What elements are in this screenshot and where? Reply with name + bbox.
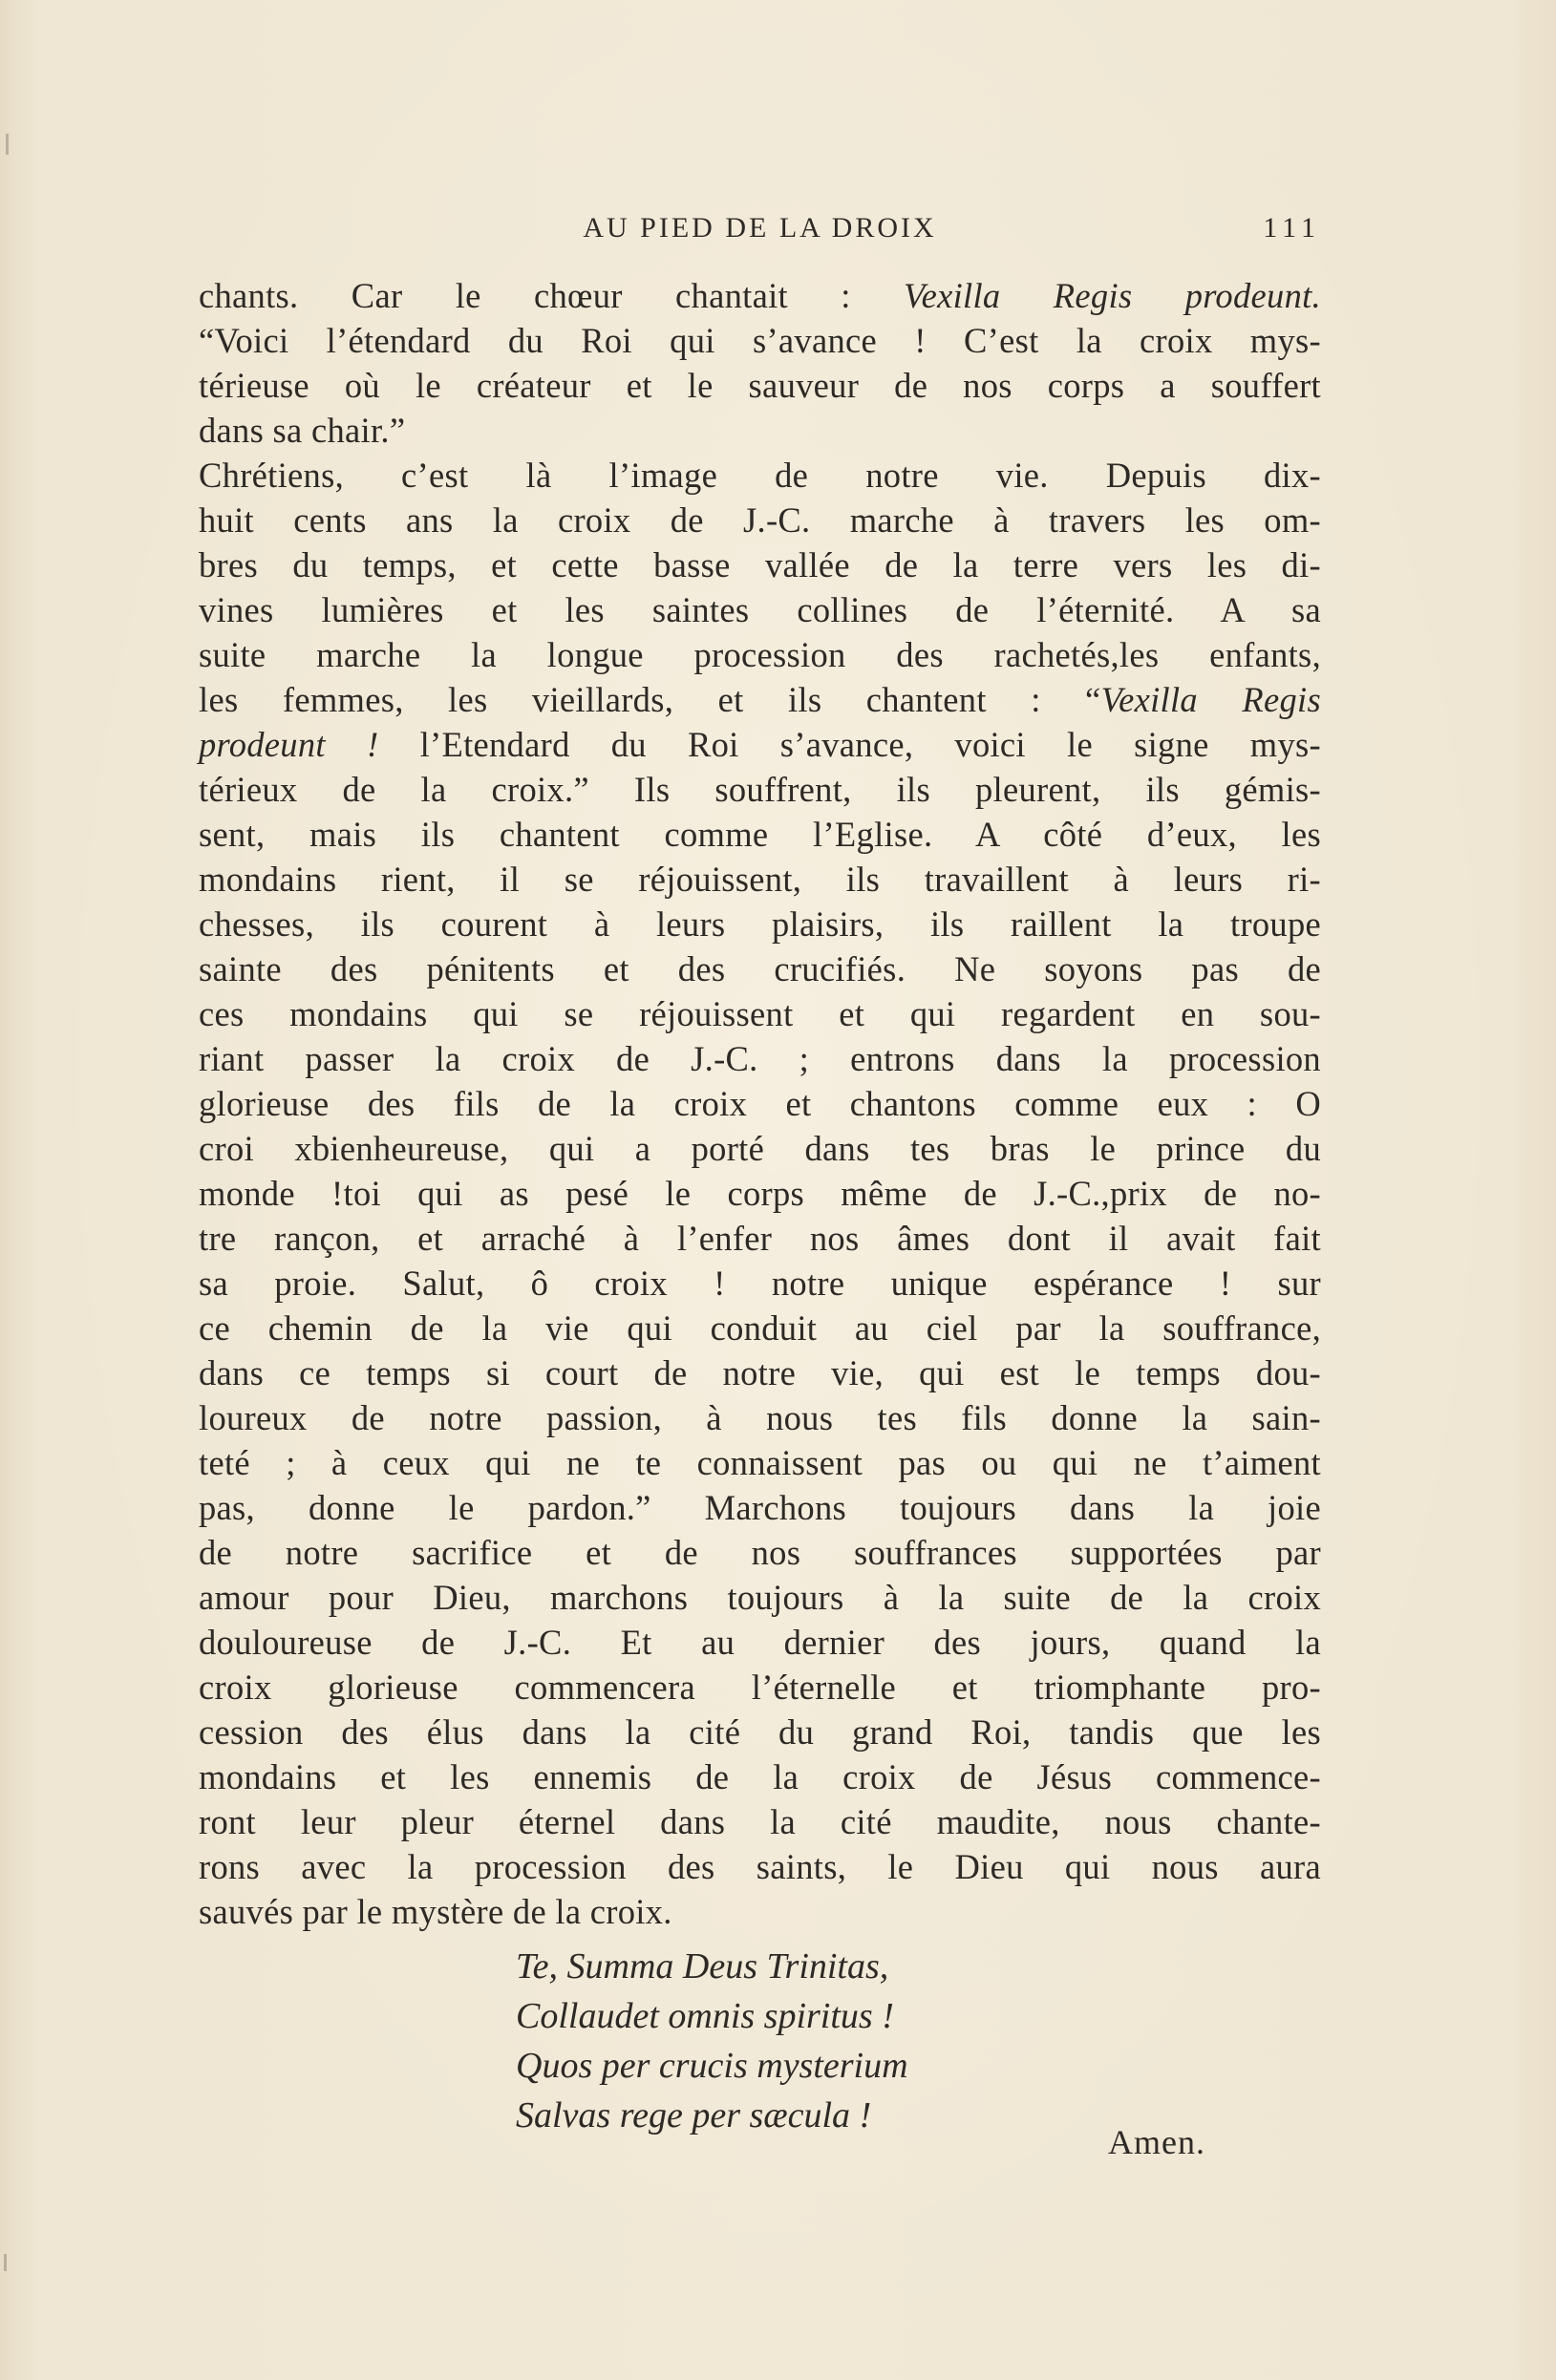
text-line — [199, 1620, 1321, 1665]
text-line — [199, 1844, 1321, 1889]
text-segment: chesses, ils courent à leurs plaisirs, ils raillent la troupe — [199, 904, 1321, 944]
text-line — [199, 1350, 1321, 1395]
text-line — [199, 1665, 1321, 1710]
text-line — [199, 677, 1321, 722]
text-segment: ront leur pleur éternel dans la cité maudite, nous chante- — [199, 1802, 1321, 1841]
text-segment: sauvés par le mystère de la croix. — [199, 1892, 672, 1931]
text-line — [199, 318, 1321, 363]
text-line — [199, 1710, 1321, 1754]
text-segment: térieux de la croix.” Ils souffrent, ils pleurent, ils gémis- — [199, 770, 1321, 809]
text-line — [199, 946, 1321, 991]
text-line — [199, 632, 1321, 677]
text-segment: l’Etendard du Roi s’avance, voici le signe mys- — [378, 725, 1321, 764]
text-line — [199, 1889, 1321, 1934]
text-segment: croix glorieuse commencera l’éternelle et triomphante pro- — [199, 1668, 1321, 1707]
text-segment: sainte des pénitents et des crucifiés. Ne soyons pas de — [199, 949, 1321, 988]
text-segment: croi xbienheureuse, qui a porté dans tes bras le prince du — [199, 1129, 1321, 1168]
italic-segment: Vexilla Regis — [1100, 680, 1321, 719]
text-segment: monde !toi qui as pesé le corps même de J.-C.,prix de no- — [199, 1174, 1321, 1213]
text-line — [199, 1530, 1321, 1575]
text-line — [199, 1575, 1321, 1620]
text-segment: tre rançon, et arraché à l’enfer nos âmes dont il avait fait — [199, 1219, 1321, 1258]
text-segment: douloureuse de J.-C. Et au dernier des jours, quand la — [199, 1623, 1321, 1662]
text-segment: teté ; à ceux qui ne te connaissent pas ou qui ne t’aiment — [199, 1443, 1321, 1482]
text-line — [199, 991, 1321, 1036]
text-line — [199, 408, 1321, 453]
text-segment: amour pour Dieu, marchons toujours à la suite de la croix — [199, 1578, 1321, 1617]
text-line — [199, 1036, 1321, 1081]
text-segment: les femmes, les vieillards, et ils chantent : “ — [199, 680, 1101, 719]
left-edge-mark — [4, 2254, 7, 2271]
page-number: 111 — [1263, 212, 1321, 244]
text-segment: glorieuse des fils de la croix et chantons comme eux : O — [199, 1084, 1321, 1123]
text-segment: bres du temps, et cette basse vallée de la terre vers les di- — [199, 545, 1321, 584]
text-segment: pas, donne le pardon.” Marchons toujours dans la joie — [199, 1488, 1321, 1527]
text-line — [199, 498, 1321, 542]
text-line — [199, 767, 1321, 812]
verse-line: Te, Summa Deus Trinitas, — [516, 1946, 889, 1987]
text-line — [199, 1799, 1321, 1844]
text-line — [199, 542, 1321, 587]
text-line — [199, 1081, 1321, 1126]
italic-segment: prodeunt ! — [199, 725, 379, 764]
running-head — [199, 212, 1321, 250]
text-line — [199, 722, 1321, 767]
text-line — [199, 453, 1321, 498]
text-line — [199, 1395, 1321, 1440]
text-segment: “Voici l’étendard du Roi qui s’avance ! C’est la croix mys- — [199, 321, 1321, 360]
text-segment: ce chemin de la vie qui conduit au ciel par la souffrance, — [199, 1308, 1321, 1348]
text-line — [199, 857, 1321, 902]
text-line — [199, 1126, 1321, 1171]
verse-line: Collaudet omnis spiritus ! — [516, 1996, 894, 2036]
text-segment: rons avec la procession des saints, le Dieu qui nous aura — [199, 1847, 1321, 1886]
running-title: AU PIED DE LA DROIX — [583, 212, 937, 244]
latin-verse — [516, 1942, 1089, 2140]
text-line — [199, 1261, 1321, 1306]
text-line — [199, 1485, 1321, 1530]
text-line — [199, 1440, 1321, 1485]
text-segment: térieuse où le créateur et le sauveur de nos corps a souffert — [199, 366, 1321, 405]
text-line — [199, 1306, 1321, 1350]
text-segment: dans ce temps si court de notre vie, qui est le temps dou- — [199, 1353, 1321, 1392]
verse-line: Salvas rege per sæcula ! — [516, 2095, 872, 2136]
text-segment: ces mondains qui se réjouissent et qui regardent en sou- — [199, 994, 1321, 1033]
text-line — [199, 363, 1321, 408]
text-segment: mondains rient, il se réjouissent, ils travaillent à leurs ri- — [199, 860, 1321, 899]
text-segment: cession des élus dans la cité du grand Roi, tandis que les — [199, 1712, 1321, 1752]
text-line — [199, 812, 1321, 857]
text-segment: Chrétiens, c’est là l’image de notre vie. Depuis dix- — [199, 456, 1321, 495]
text-segment: mondains et les ennemis de la croix de Jésus commence- — [199, 1757, 1321, 1796]
text-line — [199, 902, 1321, 946]
text-line — [199, 587, 1321, 632]
italic-segment: Vexilla Regis prodeunt. — [904, 276, 1321, 315]
text-segment: chants. Car le chœur chantait : — [199, 276, 905, 315]
text-segment: vines lumières et les saintes collines de l’éternité. A sa — [199, 590, 1321, 629]
text-segment: riant passer la croix de J.-C. ; entrons dans la procession — [199, 1039, 1321, 1078]
text-segment: huit cents ans la croix de J.-C. marche à travers les om- — [199, 500, 1321, 540]
left-edge-mark — [6, 134, 9, 155]
text-line — [199, 1216, 1321, 1261]
text-segment: loureux de notre passion, à nous tes fils donne la sain- — [199, 1398, 1321, 1437]
text-segment: de notre sacrifice et de nos souffrances supportées par — [199, 1533, 1321, 1572]
text-segment: suite marche la longue procession des rachetés,les enfants, — [199, 635, 1321, 674]
body-text — [199, 273, 1321, 1934]
verse-line: Quos per crucis mysterium — [516, 2046, 908, 2086]
text-line — [199, 1754, 1321, 1799]
text-segment: sa proie. Salut, ô croix ! notre unique espérance ! sur — [199, 1264, 1321, 1303]
text-line — [199, 273, 1321, 318]
closing-amen: Amen. — [1108, 2123, 1205, 2161]
text-segment: dans sa chair.” — [199, 411, 406, 450]
text-line — [199, 1171, 1321, 1216]
text-segment: sent, mais ils chantent comme l’Eglise. A côté d’eux, les — [199, 815, 1321, 854]
